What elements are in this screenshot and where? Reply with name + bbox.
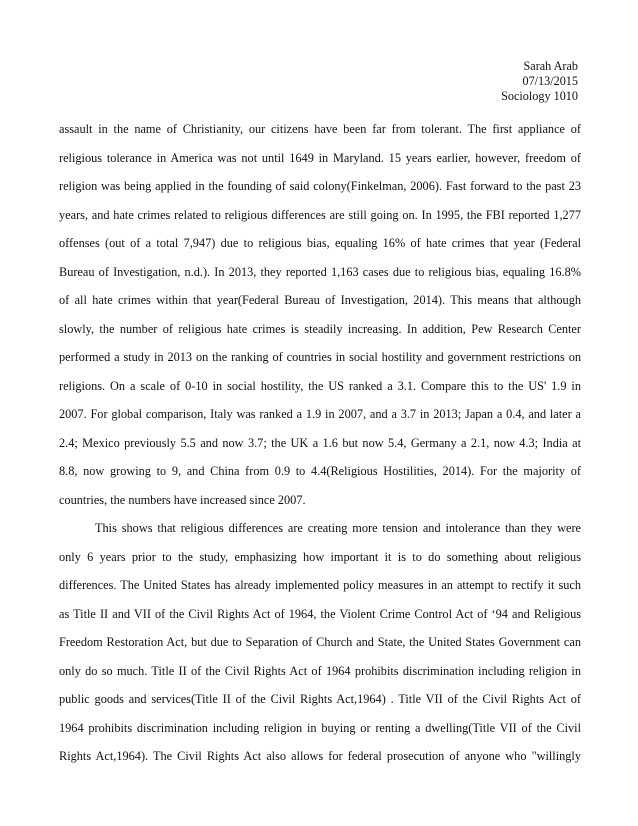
text-line: 2007. For global comparison, Italy was ranked a 1.9 in 2007, and a 3.7 in 2013; Japan a 0.4, and later a bbox=[59, 407, 581, 421]
text-line: as Title II and VII of the Civil Rights Act of 1964, the Violent Crime Control Act of ‘94 and Religious bbox=[59, 606, 581, 621]
text-line: Rights Act,1964). The Civil Rights Act also allows for federal prosecution of anyone who "willingly bbox=[59, 749, 581, 763]
text-line: 2.4; Mexico previously 5.5 and now 3.7; the UK a 1.6 but now 5.4, Germany a 2.1, now 4.3; India at bbox=[59, 435, 581, 450]
text-line: performed a study in 2013 on the ranking of countries in social hostility and government restrictions on bbox=[59, 350, 581, 364]
text-line: assault in the name of Christianity, our citizens have been far from tolerant. The first appliance of bbox=[59, 122, 581, 136]
text-line: religions. On a scale of 0-10 in social hostility, the US ranked a 3.1. Compare this to the US' 1.9 in bbox=[59, 378, 581, 393]
document-header bbox=[501, 59, 578, 104]
text-line: religious tolerance in America was not until 1649 in Maryland. 15 years earlier, however, freedom of bbox=[59, 150, 581, 165]
text-line: countries, the numbers have increased since 2007. bbox=[59, 492, 306, 507]
author-name: Sarah Arab bbox=[523, 59, 578, 73]
text-line: years, and hate crimes related to religious differences are still going on. In 1995, the FBI reported 1,277 bbox=[59, 207, 581, 222]
text-line: This shows that religious differences are creating more tension and intolerance than they were bbox=[95, 521, 581, 535]
text-line: only do so much. Title II of the Civil Rights Act of 1964 prohibits discrimination including religion in bbox=[59, 663, 581, 678]
course-name: Sociology 1010 bbox=[501, 89, 578, 103]
text-line: only 6 years prior to the study, emphasizing how important it is to do something about religious bbox=[59, 549, 581, 564]
text-line: offenses (out of a total 7,947) due to religious bias, equaling 16% of hate crimes that year (Federal bbox=[59, 236, 581, 250]
text-line: religion was being applied in the founding of said colony(Finkelman, 2006). Fast forward to the past 23 bbox=[59, 179, 581, 193]
text-line: slowly, the number of religious hate crimes is steadily increasing. In addition, Pew Research Center bbox=[59, 321, 581, 336]
text-line: 1964 prohibits discrimination including religion in buying or renting a dwelling(Title VII of the Civil bbox=[59, 720, 581, 735]
document-date: 07/13/2015 bbox=[522, 74, 578, 88]
text-line: Bureau of Investigation, n.d.). In 2013, they reported 1,163 cases due to religious bias, equaling 16.8% bbox=[59, 264, 581, 279]
text-line: 8.8, now growing to 9, and China from 0.9 to 4.4(Religious Hostilities, 2014). For the majority of bbox=[59, 464, 581, 478]
text-line: differences. The United States has already implemented policy measures in an attempt to rectify it such bbox=[59, 578, 581, 592]
text-line: Freedom Restoration Act, but due to Separation of Church and State, the United States Government can bbox=[59, 635, 581, 649]
text-line: public goods and services(Title II of the Civil Rights Act,1964) . Title VII of the Civil Rights Act of bbox=[59, 692, 581, 706]
text-line: of all hate crimes within that year(Federal Bureau of Investigation, 2014). This means that although bbox=[59, 293, 581, 307]
